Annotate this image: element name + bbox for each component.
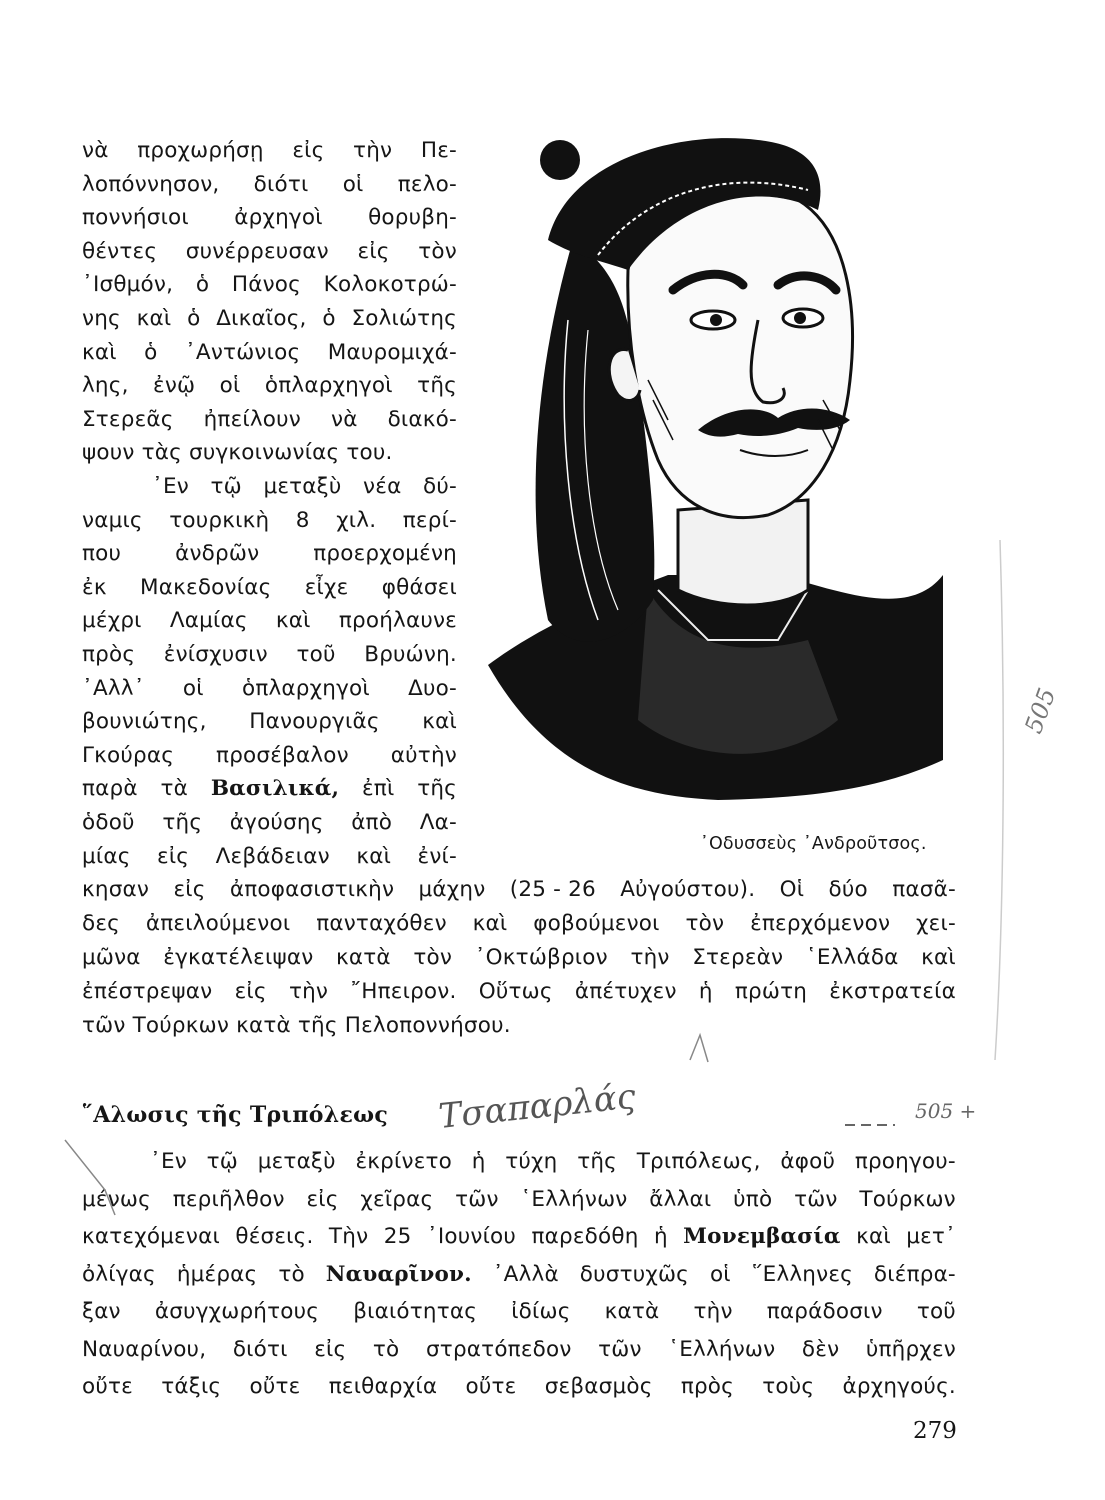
- word: ῾Ελλήνων: [668, 1336, 776, 1362]
- word: πελο-: [397, 171, 457, 197]
- word: Λαμίας: [169, 608, 248, 634]
- word: Ναυαρίνου,: [82, 1336, 207, 1362]
- word: ἀφοῦ: [780, 1149, 836, 1174]
- word: διότι: [232, 1336, 288, 1362]
- word: νὰ: [331, 406, 358, 432]
- word: στρατόπεδον: [425, 1336, 572, 1362]
- text-line: [82, 840, 457, 873]
- word: ὁπλαρχηγοὶ: [264, 373, 393, 399]
- word: ὑπῆρχεν: [865, 1336, 956, 1362]
- word: ἀποφασιστικὴν: [229, 877, 395, 902]
- word: ᾿Αλλ᾿: [82, 675, 145, 701]
- word: Γκούρας: [82, 742, 175, 768]
- word: ᾿Ισθμόν,: [82, 272, 174, 298]
- text-line: [82, 235, 457, 268]
- word: προερχομένη: [313, 541, 457, 567]
- word: καὶ: [472, 911, 508, 936]
- word: κησαν: [82, 877, 150, 902]
- word: θορυβη-: [368, 205, 457, 231]
- text-line: [82, 504, 457, 537]
- word: νης: [82, 306, 121, 331]
- word: ᾿Οκτώβριον: [474, 945, 608, 970]
- word: λης,: [82, 373, 129, 399]
- word: κατὰ: [604, 1299, 660, 1324]
- word: θέσεις.: [235, 1224, 314, 1249]
- word: τοῦ: [916, 1299, 956, 1324]
- word: τὴν: [630, 945, 670, 970]
- word: ὁ: [144, 339, 158, 365]
- word: ἀρχηγοὶ: [234, 205, 323, 231]
- word: ἐνί-: [417, 843, 457, 869]
- word: προηγου-: [854, 1149, 956, 1174]
- word: τῆς: [417, 776, 457, 802]
- text-line: [82, 1183, 956, 1216]
- word: βιαιότητας: [353, 1299, 478, 1324]
- word: καὶ: [921, 945, 956, 970]
- handwritten-margin-number: 505: [1019, 684, 1062, 738]
- word: παράδοσιν: [766, 1299, 883, 1324]
- word: παρὰ: [82, 776, 138, 802]
- word: λοπόννησον,: [82, 171, 220, 197]
- word: τοὺς: [762, 1374, 815, 1399]
- word: οἱ: [219, 373, 241, 399]
- word: ἀπὸ: [351, 810, 393, 835]
- word: Δυο-: [408, 675, 457, 701]
- word: καὶ: [136, 306, 172, 331]
- word: Στερεὰν: [692, 945, 784, 970]
- word: οἱ: [342, 171, 364, 197]
- word: ῾Ελλήνων: [520, 1186, 628, 1212]
- word: εἰς: [357, 238, 390, 264]
- word: συνέρρευσαν: [185, 238, 329, 264]
- word: που: [82, 541, 122, 567]
- word: ἀγούσης: [229, 810, 324, 835]
- word: ὁ: [195, 272, 210, 298]
- word: ἐπὶ: [361, 776, 395, 802]
- text-line: [82, 134, 457, 167]
- word: πειθαρχία: [328, 1374, 438, 1399]
- word: τὴν: [353, 138, 393, 163]
- word: δυστυχῶς: [579, 1261, 689, 1287]
- section-heading: ῞Αλωσις τῆς Τριπόλεως: [82, 1102, 389, 1128]
- word: δύ-: [423, 474, 457, 499]
- word: Αὐγούστου).: [620, 877, 756, 902]
- text-line: [82, 302, 457, 335]
- text-line: [82, 436, 457, 469]
- word: τὸ: [372, 1336, 400, 1362]
- word: καὶ: [422, 709, 457, 735]
- word: τὸν: [418, 238, 457, 264]
- word: προήλαυνε: [338, 608, 457, 634]
- word: τῶν: [794, 1186, 838, 1212]
- word: ἀπειλούμενοι: [145, 911, 291, 936]
- word: ᾿Αντώνιος: [184, 339, 301, 365]
- word: ποννήσιοι: [82, 205, 189, 231]
- word: μεταξὺ: [257, 1149, 336, 1174]
- word: τάξις: [161, 1374, 222, 1399]
- word: Οἱ: [779, 877, 805, 902]
- word: ἐγκατέλειψαν: [163, 945, 314, 970]
- word: νὰ: [82, 138, 109, 163]
- word: τὰ: [160, 776, 189, 802]
- word: οἱ: [709, 1261, 731, 1287]
- word: περί-: [402, 507, 457, 533]
- text-line: [82, 705, 457, 738]
- text-line: [82, 806, 457, 839]
- word: Μακεδονίας: [140, 574, 272, 600]
- handwritten-name: Τσαπαρλάς: [436, 1076, 638, 1137]
- word: Τὴν: [328, 1224, 369, 1249]
- text-line: [82, 268, 457, 301]
- word: οὔτε: [82, 1374, 133, 1399]
- word: ῞Ελληνες: [751, 1261, 853, 1287]
- word: οἱ: [182, 675, 204, 701]
- word: τὴν: [288, 979, 329, 1004]
- word: Μονεμβασία: [683, 1224, 841, 1249]
- page-number: 279: [913, 1418, 957, 1444]
- word: τὸ: [278, 1261, 305, 1287]
- text-line: [82, 403, 457, 436]
- text-line: [82, 1333, 956, 1366]
- text-line: [82, 1220, 956, 1253]
- word: εἰς: [173, 877, 206, 902]
- text-line: [82, 672, 457, 705]
- word: ὑπὸ: [733, 1186, 773, 1212]
- text-line: [82, 975, 956, 1008]
- text-line: [82, 739, 457, 772]
- word: Βρυώνη.: [364, 642, 457, 667]
- word: ἀπέτυχεν: [574, 979, 677, 1004]
- word: χει-: [916, 911, 956, 936]
- word: ναμις: [82, 507, 143, 533]
- text-line: [82, 201, 457, 234]
- text-line: [82, 336, 457, 369]
- word: μετ᾿: [906, 1224, 956, 1249]
- word: τὸν: [413, 945, 453, 970]
- word: Τριπόλεως,: [636, 1149, 761, 1174]
- text-line: [82, 1145, 956, 1178]
- word: τῷ: [206, 1149, 239, 1174]
- word: ἐπερχόμενον: [750, 911, 891, 936]
- word: τῆς: [162, 810, 203, 835]
- word: μένως: [82, 1186, 151, 1212]
- text-line: [82, 369, 457, 402]
- handwritten-heading-number: 505 +: [915, 1099, 977, 1123]
- word: ἡ: [653, 1224, 668, 1249]
- word: ᾿Αλλὰ: [492, 1261, 559, 1287]
- word: ἀσυγχωρήτους: [154, 1299, 320, 1324]
- word: ἀρχηγούς.: [842, 1374, 956, 1399]
- word: ᾿Εν: [152, 474, 189, 499]
- word: τῶν: [455, 1186, 499, 1212]
- word: ἡ: [471, 1149, 486, 1174]
- word: ἀνδρῶν: [175, 541, 260, 567]
- word: τῶν Τούρκων κατὰ τῆς Πελοποννήσου.: [82, 1013, 511, 1038]
- word: ἐκρίνετο: [355, 1149, 453, 1174]
- word: ᾿Ιουνίου: [426, 1224, 517, 1249]
- word: Λα-: [419, 810, 457, 835]
- word: ῾Ελλάδα: [805, 945, 899, 970]
- word: Βασιλικά,: [210, 776, 340, 802]
- word: ἐκ: [82, 574, 107, 600]
- word: φοβούμενοι: [533, 911, 660, 936]
- word: Πάνος: [231, 272, 301, 298]
- word: Ναυαρῖνον.: [325, 1261, 472, 1287]
- word: χιλ.: [336, 507, 377, 533]
- word: ᾿Εν: [150, 1149, 187, 1174]
- word: ξαν: [82, 1299, 121, 1324]
- word: μεταξὺ: [263, 474, 342, 499]
- text-line: [82, 941, 956, 974]
- word: καὶ: [275, 608, 311, 634]
- word: εἰς: [234, 979, 267, 1004]
- word: πασᾶ-: [892, 877, 956, 902]
- word: φθάσει: [381, 574, 457, 600]
- word: βουνιώτης,: [82, 709, 207, 735]
- word: ἠπείλουν: [203, 406, 302, 432]
- word: νέα: [363, 474, 402, 499]
- word: ἐνῷ: [153, 373, 196, 399]
- word: μῶνα: [82, 945, 141, 970]
- word: καὶ: [856, 1224, 891, 1249]
- word: ἄλλαι: [649, 1186, 712, 1212]
- word: ὁ: [187, 306, 201, 331]
- word: οὔτε: [249, 1374, 301, 1399]
- word: τὸν: [685, 911, 725, 936]
- word: ἐπέστρεψαν: [82, 979, 213, 1004]
- word: ῎Ηπειρον.: [350, 979, 457, 1004]
- word: χεῖρας: [360, 1186, 434, 1212]
- word: Δικαῖος,: [216, 306, 307, 331]
- word: δὲν: [801, 1336, 840, 1362]
- word: καὶ: [82, 339, 117, 365]
- text-line: [82, 907, 956, 940]
- text-line: [82, 638, 457, 671]
- word: ἐνίσχυσιν: [163, 642, 268, 667]
- word: μέχρι: [82, 608, 142, 634]
- word: Οὕτως: [478, 979, 553, 1004]
- word: τὴν: [693, 1299, 733, 1324]
- word: πρώτη: [734, 979, 808, 1004]
- portrait-illustration: [478, 120, 958, 820]
- word: προσέβαλον: [216, 742, 349, 768]
- word: εἰς: [157, 843, 190, 869]
- word: ἰδίως: [511, 1299, 571, 1324]
- word: σεβασμὸς: [544, 1374, 653, 1399]
- word: ὁπλαρχηγοὶ: [242, 675, 370, 701]
- word: τοῦ: [296, 642, 336, 667]
- word: αὐτὴν: [390, 742, 457, 768]
- text-line: [82, 604, 457, 637]
- word: μίας: [82, 843, 131, 869]
- word: πρὸς: [680, 1374, 734, 1399]
- text-line: [82, 537, 457, 570]
- text-line: [82, 772, 457, 805]
- word: Πανουργιᾶς: [249, 709, 380, 735]
- word: 8: [295, 507, 310, 533]
- word: Λεβάδειαν: [215, 843, 330, 869]
- word: δες: [82, 911, 120, 936]
- word: Κολοκοτρώ-: [323, 272, 457, 298]
- text-line: [82, 873, 956, 906]
- word: παρεδόθη: [531, 1224, 639, 1249]
- word: προχωρήσῃ: [137, 138, 264, 163]
- word: διέπρα-: [873, 1261, 956, 1287]
- portrait-caption: ᾿Οδυσσεὺς ᾿Ανδροῦτσος.: [700, 834, 927, 854]
- word: (25 - 26: [509, 877, 596, 902]
- text-line: [82, 470, 457, 503]
- word: καὶ: [356, 843, 392, 869]
- word: πρὸς: [82, 642, 136, 667]
- word: 25: [383, 1224, 412, 1249]
- word: ἡ: [698, 979, 713, 1004]
- word: διακό-: [387, 406, 457, 432]
- word: πανταχόθεν: [316, 911, 447, 936]
- word: Στερεᾶς: [82, 406, 174, 432]
- word: Πε-: [420, 138, 457, 163]
- word: ὀλίγας: [82, 1261, 156, 1287]
- word: εἰς: [306, 1186, 339, 1212]
- word: εἰς: [314, 1336, 347, 1362]
- word: τῶν: [598, 1336, 642, 1362]
- word: Τούρκων: [859, 1186, 956, 1212]
- word: οὔτε: [465, 1374, 517, 1399]
- word: εἶχε: [304, 574, 349, 600]
- text-line: [82, 168, 457, 201]
- word: τῷ: [210, 474, 242, 499]
- text-line: [82, 1295, 956, 1328]
- text-line: [82, 571, 457, 604]
- word: ψουν τὰς συγκοινωνίας του.: [82, 440, 393, 466]
- word: ἐκστρατεία: [829, 979, 956, 1004]
- text-line: [82, 1009, 956, 1042]
- word: κατὰ: [336, 945, 391, 970]
- word: περιῆλθον: [172, 1186, 285, 1212]
- word: εἰς: [292, 138, 325, 163]
- word: Μαυρομιχά-: [327, 339, 457, 365]
- word: τύχη: [505, 1149, 558, 1174]
- word: δύο: [828, 877, 868, 902]
- text-line: [82, 1370, 956, 1403]
- word: ὁδοῦ: [82, 810, 135, 835]
- word: ὁ: [322, 306, 336, 331]
- word: τῆς: [577, 1149, 617, 1174]
- word: κατεχόμεναι: [82, 1224, 220, 1249]
- word: Σολιώτης: [351, 306, 457, 331]
- word: ἡμέρας: [176, 1261, 258, 1287]
- word: τῆς: [417, 373, 457, 399]
- word: τουρκικὴ: [169, 507, 270, 533]
- word: μάχην: [418, 877, 486, 902]
- word: διότι: [253, 171, 309, 197]
- text-line: [82, 1258, 956, 1291]
- word: θέντες: [82, 238, 158, 264]
